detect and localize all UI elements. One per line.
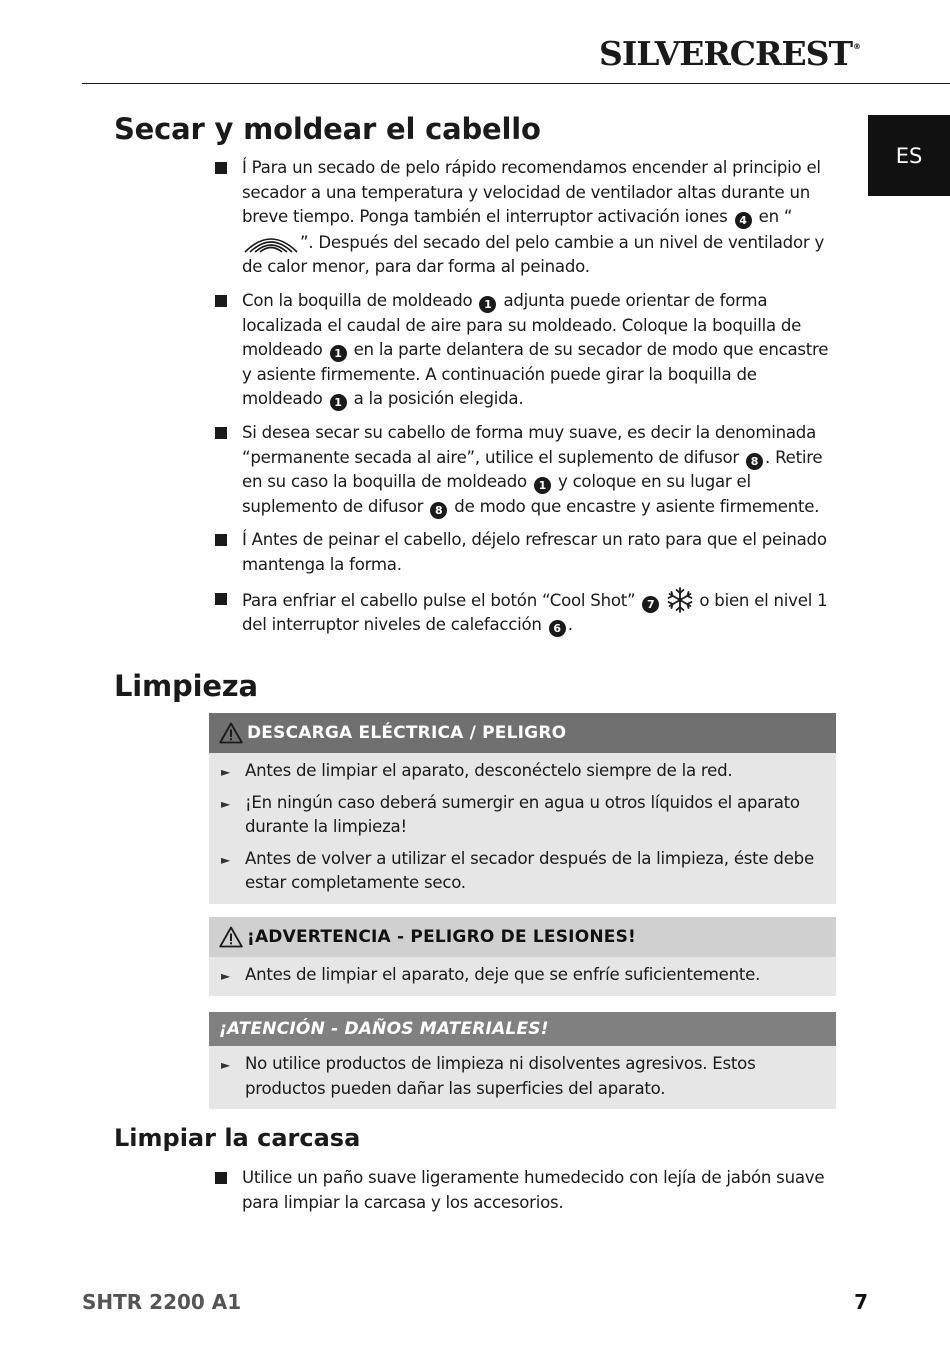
list-item: Con la boquilla de moldeado 1 adjunta puede orientar de forma localizada el caudal de aire para su moldeado. Coloque la boquilla de moldeado 1 en la parte delantera de su secador de modo que encastre y asiente firmemente. A continuación puede girar la boquilla de moldeado 1 a la posición elegida. (215, 289, 840, 412)
list-item: ► Antes de limpiar el aparato, desconéctelo siempre de la red. (219, 759, 826, 784)
list-item: ► Antes de limpiar el aparato, deje que se enfríe suficientemente. (219, 963, 826, 988)
warning-notice-box (209, 917, 836, 996)
square-bullet-icon (215, 1172, 227, 1184)
arrow-bullet-icon: ► (221, 1058, 230, 1072)
warning-notice-title: ¡ADVERTENCIA - PELIGRO DE LESIONES! (247, 927, 636, 947)
danger-notice-body (209, 753, 836, 904)
language-tab: ES (868, 115, 950, 196)
section-title-cleaning: Limpieza (114, 669, 258, 703)
part-number-badge: 1 (330, 345, 347, 362)
list-item: Para enfriar el cabello pulse el botón “Cool Shot” 7 o bien el nivel 1 del interruptor niveles de calefacción 6 . (215, 587, 840, 638)
part-number-badge: 4 (735, 212, 752, 229)
square-bullet-icon (215, 162, 227, 174)
part-number-badge: 7 (642, 596, 659, 613)
part-number-badge: 1 (330, 394, 347, 411)
attention-notice-box (209, 1012, 836, 1109)
danger-notice-header (209, 713, 836, 753)
brand-name: SILVERCREST (599, 34, 852, 73)
warning-triangle-icon (219, 926, 243, 948)
list-item: ► No utilice productos de limpieza ni disolventes agresivos. Estos productos pueden dañar las superficies del aparato. (221, 1054, 756, 1098)
arrow-bullet-icon: ► (221, 765, 230, 779)
part-number-badge: 6 (549, 620, 566, 637)
section-title-housing: Limpiar la carcasa (114, 1124, 361, 1152)
list-item: Si desea secar su cabello de forma muy suave, es decir la denominada “permanente secada al aire”, utilice el suplemento de difusor 8 . Retire en su caso la boquilla de moldeado 1 y coloque en su lugar el suplemento de difusor 8 de modo que encastre y asiente firmemente. (215, 421, 840, 519)
list-item: Í Antes de peinar el cabello, déjelo refrescar un rato para que el peinado mantenga la forma. (215, 528, 840, 577)
trademark-sign: ® (853, 42, 860, 51)
section-title-drying: Secar y moldear el cabello (114, 112, 541, 146)
footer-model-number: SHTR 2200 A1 (82, 1290, 242, 1314)
ion-waves-icon (242, 230, 300, 254)
attention-notice-header (209, 1012, 836, 1046)
part-number-badge: 8 (746, 453, 763, 470)
arrow-bullet-icon: ► (221, 852, 230, 867)
warning-notice-body (209, 957, 836, 996)
list-item: Utilice un paño suave ligeramente humedecido con lejía de jabón suave para limpiar la carcasa y los accesorios. (215, 1166, 840, 1215)
part-number-badge: 1 (479, 296, 496, 313)
page-number: 7 (854, 1290, 868, 1314)
list-item: ► ¡En ningún caso deberá sumergir en agua u otros líquidos el aparato durante la limpieza! (221, 792, 800, 837)
danger-notice-box (209, 713, 836, 904)
snowflake-icon (665, 587, 695, 613)
housing-bullet-list (215, 1166, 840, 1215)
arrow-bullet-icon: ► (221, 969, 230, 983)
arrow-bullet-icon: ► (221, 796, 230, 811)
square-bullet-icon (215, 427, 227, 439)
square-bullet-icon (215, 295, 227, 307)
list-item: Í Para un secado de pelo rápido recomendamos encender al principio el secador a una temperatura y velocidad de ventilador altas durante un breve tiempo. Ponga también el interruptor activación iones 4 en “”. Después del secado del pelo cambie a un nivel de ventilador y de calor menor, para dar forma al peinado. (215, 156, 840, 280)
warning-notice-header (209, 917, 836, 957)
danger-notice-title: DESCARGA ELÉCTRICA / PELIGRO (247, 723, 567, 743)
drying-bullet-list (215, 156, 840, 638)
part-number-badge: 1 (534, 477, 551, 494)
attention-notice-body (209, 1046, 836, 1109)
square-bullet-icon (215, 534, 227, 546)
header-rule (82, 83, 950, 84)
attention-notice-title: ¡ATENCIÓN - DAÑOS MATERIALES! (219, 1019, 549, 1039)
square-bullet-icon (215, 593, 227, 605)
brand-logo (599, 34, 860, 73)
list-item: ► Antes de volver a utilizar el secador después de la limpieza, éste debe estar completamente seco. (221, 848, 814, 893)
part-number-badge: 8 (430, 502, 447, 519)
warning-triangle-icon (219, 722, 243, 744)
